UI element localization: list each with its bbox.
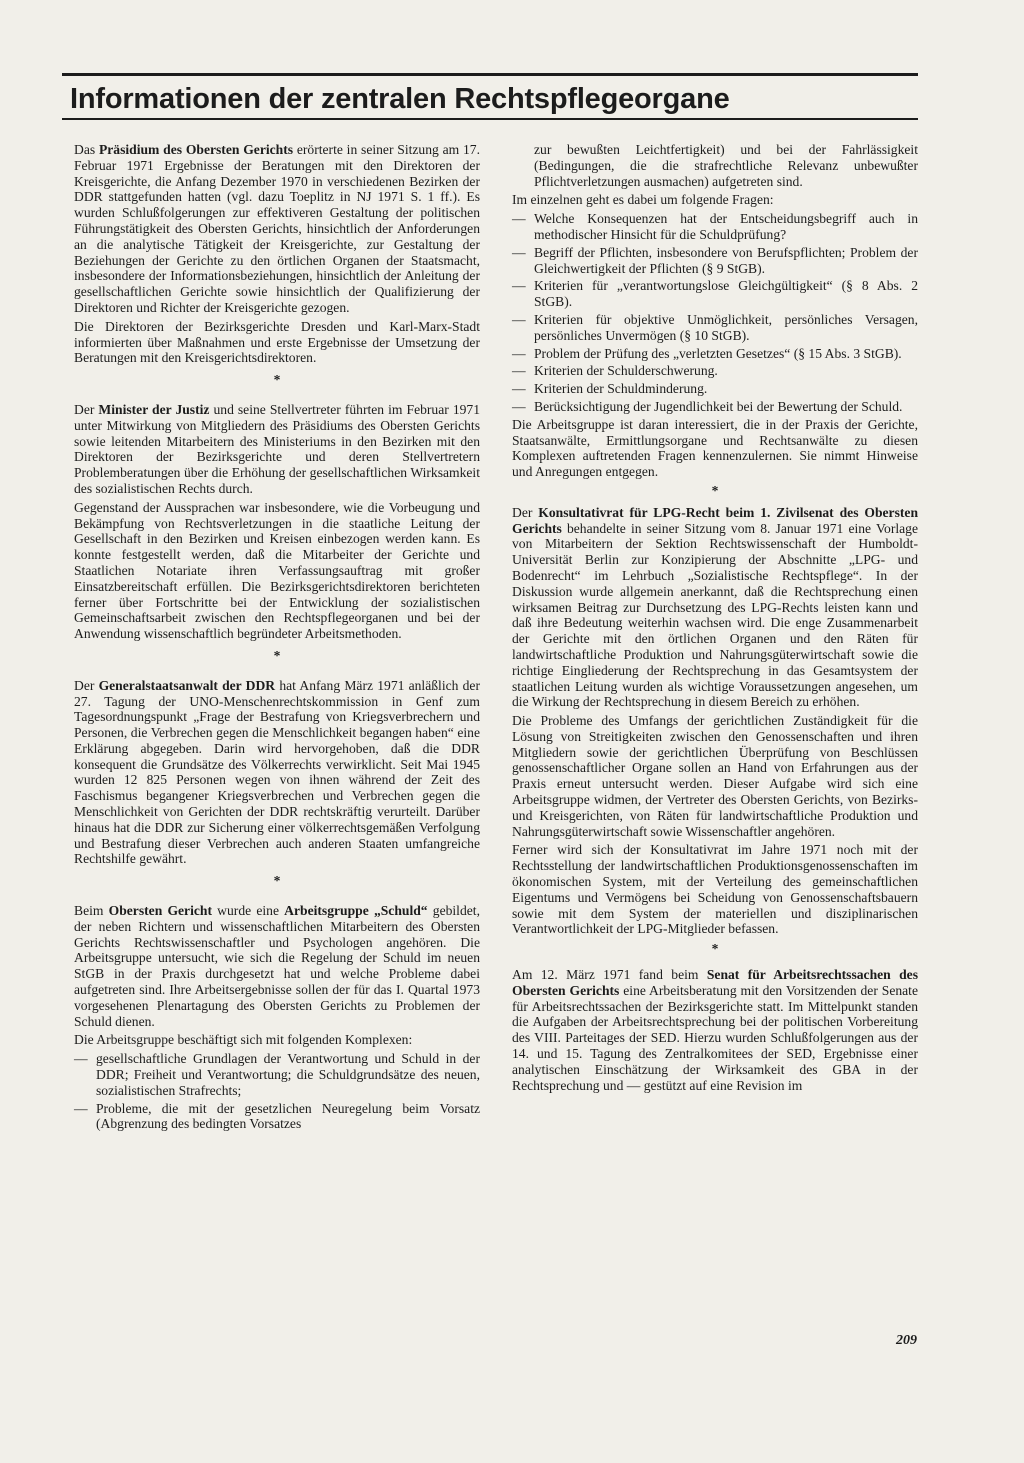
section-separator: *	[711, 941, 719, 957]
list-item: — Welche Konsequenzen hat der Entscheidungsbegriff auch in methodischer Hinsicht für die Schuldprüfung?	[512, 211, 918, 242]
bold-term: Präsidium des Obersten Gerichts	[98, 142, 294, 157]
header-rule-bottom	[62, 118, 918, 120]
list-item: — gesellschaftliche Grundlagen der Verantwortung und Schuld in der DDR; Freiheit und Verantwortung; die Schuldgrundsätze des neuen, sozialistischen Strafrechts;	[74, 1051, 480, 1098]
paragraph: Der Minister der Justiz und seine Stellvertreter führten im Februar 1971 unter Mitwirkung von Mitgliedern des Präsidiums des Obersten Gerichts sowie leitenden Mitarbeitern des Ministeriums in den Bezirken mit den Direktoren der Bezirksgerichte und deren Stellvertretern Problemberatungen über die Erhöhung der gesellschaftlichen Wirksamkeit des sozialistischen Rechts durch.	[74, 401, 481, 496]
section-separator: *	[273, 372, 281, 388]
right-column	[512, 142, 918, 1096]
left-column	[74, 142, 480, 1134]
bold-term: Senat für Arbeitsrechtssachen des Obersten Gerichts	[512, 967, 918, 998]
list-item: — Problem der Prüfung des „verletzten Gesetzes“ (§ 15 Abs. 3 StGB).	[512, 345, 902, 361]
paragraph: Ferner wird sich der Konsultativrat im Jahre 1971 noch mit der Rechtsstellung der landwirtschaftlichen Produktionsgenossenschaften im ökonomischen System, mit der Verteilung des gemeinschaftlichen Eigentums und Vermögens bei Scheidung von Genossenschaftsbauern sowie mit dem System der materiellen und disziplinarischen Verantwortlichkeit der LPG-Mitglieder befassen.	[512, 842, 918, 937]
paragraph: Die Arbeitsgruppe beschäftigt sich mit folgenden Komplexen:	[74, 1032, 413, 1048]
section-separator: *	[273, 873, 281, 889]
list-item: — Kriterien der Schuldminderung.	[512, 381, 708, 397]
paragraph: Die Probleme des Umfangs der gerichtlichen Zuständigkeit für die Lösung von Streitigkeiten zwischen den Genossenschaften und ihren Mitgliedern sowie der gerichtlichen Überprüfung von Beschlüssen genossenschaftlicher Organe sollen an Hand von Erfahrungen aus der Praxis erneut untersucht werden. Dieser Aufgabe wird sich eine Arbeitsgruppe widmen, der Vertreter des Obersten Gerichts, von Bezirks- und Kreisgerichten, von Räten für landwirtschaftliche Produktion und Nahrungsgüterwirtschaft sowie Wissenschaftler angehören.	[512, 713, 918, 839]
section-separator: *	[273, 647, 281, 663]
paragraph: Die Direktoren der Bezirksgerichte Dresden und Karl-Marx-Stadt informierten über Maßnahmen und erste Ergebnisse der Umsetzung der Beratungen mit den Kreisgerichtsdirektoren.	[74, 318, 480, 366]
list-item: — Kriterien für objektive Unmöglichkeit, persönliches Versagen, persönliches Unvermögen (§ 10 StGB).	[512, 311, 918, 343]
paragraph: Der Generalstaatsanwalt der DDR hat Anfang März 1971 anläßlich der 27. Tagung der UNO-Menschenrechtskommission in Genf zum Tagesordnungspunkt „Frage der Bestrafung von Kriegsverbrechern und Personen, die Verbrechen gegen die Menschlichkeit begangen haben“ eine Erklärung abgegeben. Darin wird hervorgehoben, daß die DDR konsequent die Grundsätze des Völkerrechts verwirklicht. Seit Mai 1945 wurden 12 825 Personen wegen von ihnen während der Zeit des Faschismus begangener Kriegsverbrechen und Verbrechen gegen die Menschlichkeit von Gerichten der DDR rechtskräftig verurteilt. Darüber hinaus hat die DDR zur Sicherung einer völkerrechtsgemäßen Verfolgung und Bestrafung dieser Verbrechen auch anderen Staaten umfangreiche Rechtshilfe gewährt.	[74, 677, 480, 867]
paragraph: Das Präsidium des Obersten Gerichts erörterte in seiner Sitzung am 17. Februar 1971 Ergebnisse der Beratungen mit den Direktoren der Kreisgerichte, die Anfang Dezember 1970 in verschiedenen Bezirken der DDR stattgefunden hatten (vgl. dazu Toeplitz in NJ 1971 S. 1 ff.). Es wurden Schlußfolgerungen zur effektiveren Gestaltung der politischen Führungstätigkeit des Obersten Gerichts, hinsichtlich der Anforderungen an die analytische Tätigkeit der Kreisgerichte, zur Gestaltung der Beziehungen der Gerichte zu den örtlichen Organen der Staatsmacht, insbesondere der Informationsbeziehungen, hinsichtlich der Anleitung der gesellschaftlichen Gerichte sowie hinsichtlich der Qualifizierung der Direktoren und Richter der Kreisgerichte gezogen.	[74, 142, 480, 315]
paragraph: Im einzelnen geht es dabei um folgende Fragen:	[512, 192, 774, 208]
list-item: — Probleme, die mit der gesetzlichen Neuregelung beim Vorsatz (Abgrenzung des bedingten Vorsatzes	[74, 1100, 480, 1132]
section-separator: *	[711, 482, 719, 498]
list-item: — Kriterien der Schulderschwerung.	[512, 363, 718, 379]
bold-term: Arbeitsgruppe „Schuld“	[284, 903, 428, 919]
paragraph: zur bewußten Leichtfertigkeit) und bei der Fahrlässigkeit (Bedingungen, die die strafrechtliche Relevanz unbewußter Pflichtverletzungen ausmachen) aufgetreten sind.	[534, 142, 918, 189]
paragraph: Gegenstand der Aussprachen war insbesondere, wie die Vorbeugung und Bekämpfung von Rechtsverletzungen in die staatliche Leitung der Gesellschaft in den Bezirken und Kreisen einbezogen werden kann. Es konnte festgestellt werden, daß die Mitarbeiter der Gerichte und Staatlichen Notariate ihren Verfassungsauftrag mit großer Einsatzbereitschaft erfüllen. Die Bezirksgerichtsdirektoren berichteten ferner über Fortschritte bei der Entwicklung der sozialistischen Gemeinschaftsarbeit zwischen den Rechtspflegeorganen und bei der Anwendung wissenschaftlich begründeter Arbeitsmethoden.	[74, 499, 480, 642]
bold-term: Minister der Justiz	[98, 401, 210, 417]
paragraph: Beim Obersten Gericht wurde eine Arbeitsgruppe „Schuld“ gebildet, der neben Richtern und wissenschaftlichen Mitarbeitern des Obersten Gerichts Rechtswissenschaftler und Psychologen angehören. Die Arbeitsgruppe untersucht, wie sich die Regelung der Schuld im neuen StGB in der Praxis durchgesetzt hat und welche Probleme dabei aufgetreten sind. Ihre Arbeitsergebnisse sollen der für das I. Quartal 1973 vorgesehenen Plenartagung des Obersten Gerichts zu Problemen der Schuld dienen.	[74, 903, 480, 1029]
paragraph: Der Konsultativrat für LPG-Recht beim 1. Zivilsenat des Obersten Gerichts behandelte in seiner Sitzung vom 8. Januar 1971 eine Vorlage von Mitarbeitern der Sektion Rechtswissenschaft der Humboldt-Universität Berlin zur Konzipierung der Abschnitte „LPG- und Bodenrecht“ im Lehrbuch „Sozialistische Rechtspflege“. In der Diskussion wurde allgemein anerkannt, daß die Rechtsprechung einen wirksamen Beitrag zur Durchsetzung des LPG-Rechts leisten kann und daß ihre Bedeutung weiterhin wachsen wird. Die enge Zusammenarbeit der Gerichte mit den örtlichen Organen und den Räten für landwirtschaftliche Produktion und Nahrungsgüterwirtschaft sowie die richtige Eingliederung der Rechtsprechung in das Gesamtsystem der staatlichen Leitung wurden als wichtige Voraussetzungen angesehen, um die Wirkung der Rechtsprechung in diesem Bereich zu erhöhen.	[512, 504, 918, 710]
page-title: Informationen der zentralen Rechtspflegeorgane	[70, 83, 730, 115]
paragraph: Am 12. März 1971 fand beim Senat für Arbeitsrechtssachen des Obersten Gerichts eine Arbeitsberatung mit den Vorsitzenden der Senate für Arbeitsrechtssachen der Bezirksgerichte statt. Im Mittelpunkt standen die Aufgaben der Arbeitsrechtsprechung bei der politischen Vorbereitung des VIII. Parteitages der SED. Hierzu wurden Schlußfolgerungen aus der 14. und 15. Tagung des Zentralkomitees der SED, Ergebnisse einer analytischen Einschätzung der Wirksamkeit des GBA in der Rechtsprechung und — gestützt auf eine Revision im	[512, 967, 918, 1093]
list-item: — Berücksichtigung der Jugendlichkeit bei der Bewertung der Schuld.	[512, 398, 903, 414]
bold-term: Generalstaatsanwalt der DDR	[98, 677, 276, 693]
list-item: — Begriff der Pflichten, insbesondere von Berufspflichten; Problem der Gleichwertigkeit der Pflichten (§ 9 StGB).	[512, 244, 918, 276]
bold-term: Konsultativrat für LPG-Recht beim 1. Zivilsenat des Obersten Gerichts	[512, 504, 918, 536]
paragraph: Die Arbeitsgruppe ist daran interessiert, die in der Praxis der Gerichte, Staatsanwälte, Ermittlungsorgane und Rechtsanwälte zu diesen Komplexen auftretenden Fragen kennenzulernen. Sie nimmt Hinweise und Anregungen entgegen.	[512, 416, 918, 480]
bold-term: Obersten Gericht	[108, 903, 212, 919]
list-item: — Kriterien für „verantwortungslose Gleichgültigkeit“ (§ 8 Abs. 2 StGB).	[512, 278, 918, 310]
header-rule-top	[62, 73, 918, 76]
page-number: 209	[896, 1333, 917, 1348]
